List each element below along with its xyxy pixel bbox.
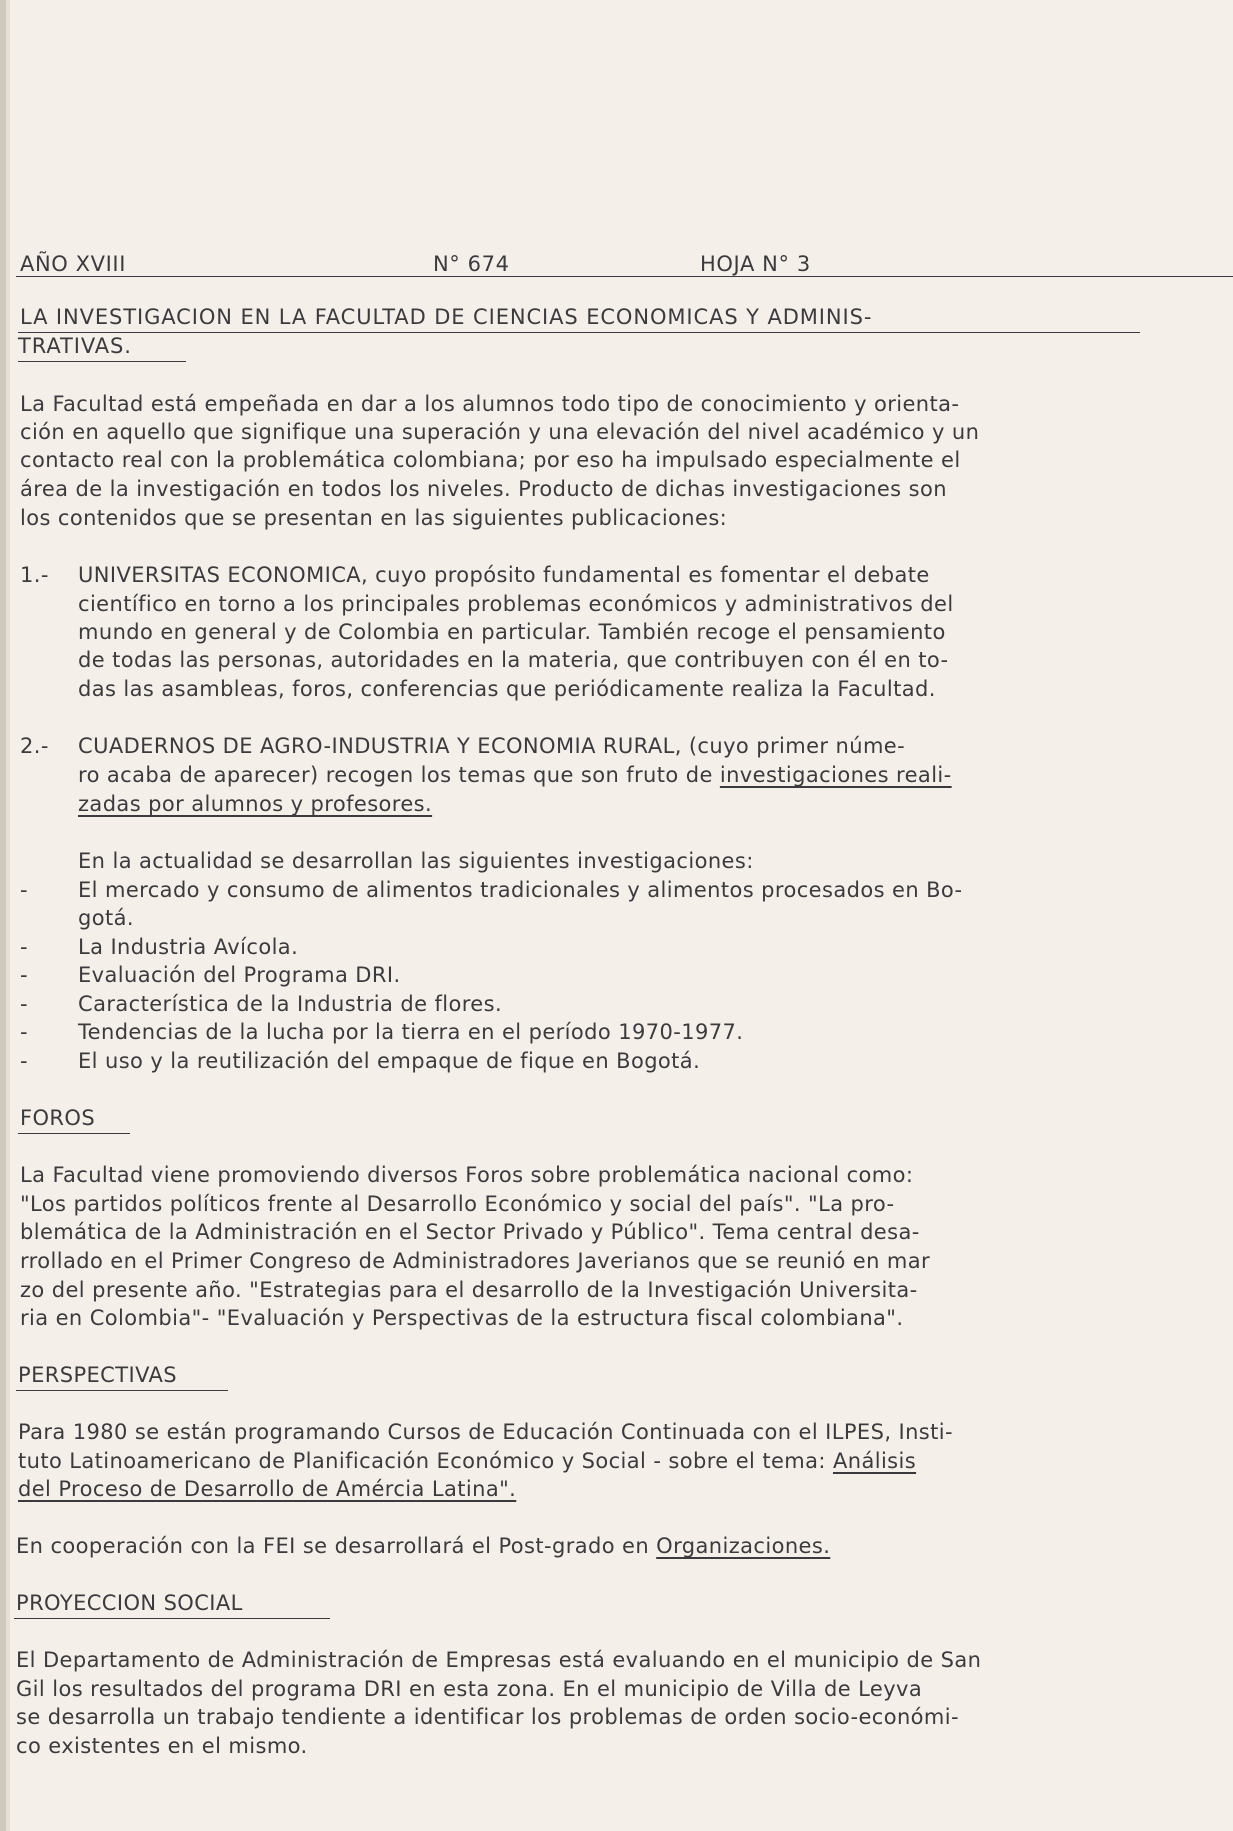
header-number: N° 674 bbox=[433, 252, 510, 276]
proyeccion-paragraph-line: El Departamento de Administración de Empresas está evaluando en el municipio de San bbox=[16, 1648, 982, 1672]
list-dash: - bbox=[20, 935, 28, 959]
item2-line2-underlined: investigaciones reali- bbox=[719, 763, 952, 787]
item1-line: UNIVERSITAS ECONOMICA, cuyo propósito fundamental es fomentar el debate bbox=[78, 563, 930, 587]
cooperation-underlined: Organizaciones. bbox=[656, 1534, 831, 1558]
item1-line: científico en torno a los principales problemas económicos y administrativos del bbox=[78, 592, 954, 616]
item1-line: das las asambleas, foros, conferencias que periódicamente realiza la Facultad. bbox=[78, 677, 936, 701]
foros-paragraph-line: zo del presente año. "Estrategias para el desarrollo de la Investigación Universita- bbox=[20, 1278, 918, 1302]
perspectivas-line: Para 1980 se están programando Cursos de Educación Continuada con el ILPES, Insti- bbox=[18, 1420, 953, 1444]
proyeccion-paragraph-line: co existentes en el mismo. bbox=[16, 1734, 308, 1758]
investigation-item: Característica de la Industria de flores. bbox=[78, 992, 503, 1016]
foros-paragraph-line: rrollado en el Primer Congreso de Administradores Javerianos que se reunió en mar bbox=[20, 1249, 931, 1273]
proyeccion-title: PROYECCION SOCIAL bbox=[16, 1591, 243, 1615]
foros-paragraph-line: La Facultad viene promoviendo diversos Foros sobre problemática nacional como: bbox=[20, 1163, 914, 1187]
investigation-item: Tendencias de la lucha por la tierra en el período 1970-1977. bbox=[78, 1020, 744, 1044]
proyeccion-title-underline bbox=[14, 1618, 330, 1619]
investigacion-paragraph-line: La Facultad está empeñada en dar a los alumnos todo tipo de conocimiento y orienta- bbox=[20, 392, 960, 416]
proyeccion-paragraph-line: Gil los resultados del programa DRI en esta zona. En el municipio de Villa de Leyva bbox=[16, 1677, 923, 1701]
investigacion-paragraph-line: los contenidos que se presentan en las siguientes publicaciones: bbox=[20, 506, 728, 530]
list-dash: - bbox=[20, 992, 28, 1016]
investigation-item-continuation: gotá. bbox=[78, 906, 134, 930]
perspectivas-line3: del Proceso de Desarrollo de Amércia Latina". bbox=[18, 1477, 517, 1501]
item2-line3: zadas por alumnos y profesores. bbox=[78, 792, 433, 816]
investigation-item: La Industria Avícola. bbox=[78, 935, 299, 959]
proyeccion-paragraph-line: se desarrolla un trabajo tendiente a identificar los problemas de orden socio-económi- bbox=[16, 1705, 959, 1729]
investigacion-title-underline-2 bbox=[18, 361, 186, 362]
header-year: AÑO XVIII bbox=[20, 252, 127, 276]
item2-line2-text: ro acaba de aparecer) recogen los temas que son fruto de bbox=[78, 763, 720, 787]
investigacion-paragraph-line: ción en aquello que signifique una superación y una elevación del nivel académico y un bbox=[20, 420, 980, 444]
investigacion-paragraph-line: área de la investigación en todos los niveles. Producto de dichas investigaciones son bbox=[20, 477, 947, 501]
investigation-item: El mercado y consumo de alimentos tradicionales y alimentos procesados en Bo- bbox=[78, 878, 963, 902]
item1-number: 1.- bbox=[20, 563, 49, 587]
perspectivas-line2-text: tuto Latinoamericano de Planificación Económico y Social - sobre el tema: bbox=[18, 1449, 833, 1473]
investigation-item: El uso y la reutilización del empaque de fique en Bogotá. bbox=[78, 1049, 701, 1073]
header-sheet: HOJA N° 3 bbox=[700, 252, 811, 276]
list-dash: - bbox=[20, 1020, 28, 1044]
list-dash: - bbox=[20, 1049, 28, 1073]
investigacion-title-underline-1 bbox=[18, 332, 1140, 333]
item2-line: CUADERNOS DE AGRO-INDUSTRIA Y ECONOMIA RURAL, (cuyo primer núme- bbox=[78, 734, 906, 758]
perspectivas-line bbox=[18, 1447, 916, 1475]
perspectivas-cooperation bbox=[16, 1532, 830, 1560]
perspectivas-title-underline bbox=[16, 1390, 228, 1391]
cooperation-text: En cooperación con la FEI se desarrollará el Post-grado en bbox=[16, 1534, 657, 1558]
header-rule bbox=[16, 276, 1233, 277]
page-binding-shadow bbox=[6, 0, 10, 1831]
investigacion-paragraph-line: contacto real con la problemática colombiana; por eso ha impulsado especialmente el bbox=[20, 448, 961, 472]
investigacion-title-line2: TRATIVAS. bbox=[18, 334, 132, 358]
foros-paragraph-line: blemática de la Administración en el Sector Privado y Público". Tema central desa- bbox=[20, 1220, 920, 1244]
investigations-intro: En la actualidad se desarrollan las siguientes investigaciones: bbox=[78, 849, 754, 873]
item1-line: mundo en general y de Colombia en particular. También recoge el pensamiento bbox=[78, 620, 946, 644]
investigation-item: Evaluación del Programa DRI. bbox=[78, 963, 401, 987]
perspectivas-title: PERSPECTIVAS bbox=[18, 1363, 177, 1387]
foros-title: FOROS bbox=[20, 1106, 96, 1130]
item2-number: 2.- bbox=[20, 734, 49, 758]
list-dash: - bbox=[20, 963, 28, 987]
perspectivas-line2-underlined: Análisis bbox=[832, 1449, 917, 1473]
list-dash: - bbox=[20, 878, 28, 902]
foros-paragraph-line: ria en Colombia"- "Evaluación y Perspectivas de la estructura fiscal colombiana". bbox=[20, 1306, 904, 1330]
item2-line bbox=[78, 761, 952, 789]
foros-title-underline bbox=[18, 1133, 130, 1134]
investigacion-title-line1: LA INVESTIGACION EN LA FACULTAD DE CIENCIAS ECONOMICAS Y ADMINIS- bbox=[20, 305, 873, 329]
foros-paragraph-line: "Los partidos políticos frente al Desarrollo Económico y social del país". "La pro- bbox=[20, 1192, 895, 1216]
item1-line: de todas las personas, autoridades en la materia, que contribuyen con él en to- bbox=[78, 648, 949, 672]
